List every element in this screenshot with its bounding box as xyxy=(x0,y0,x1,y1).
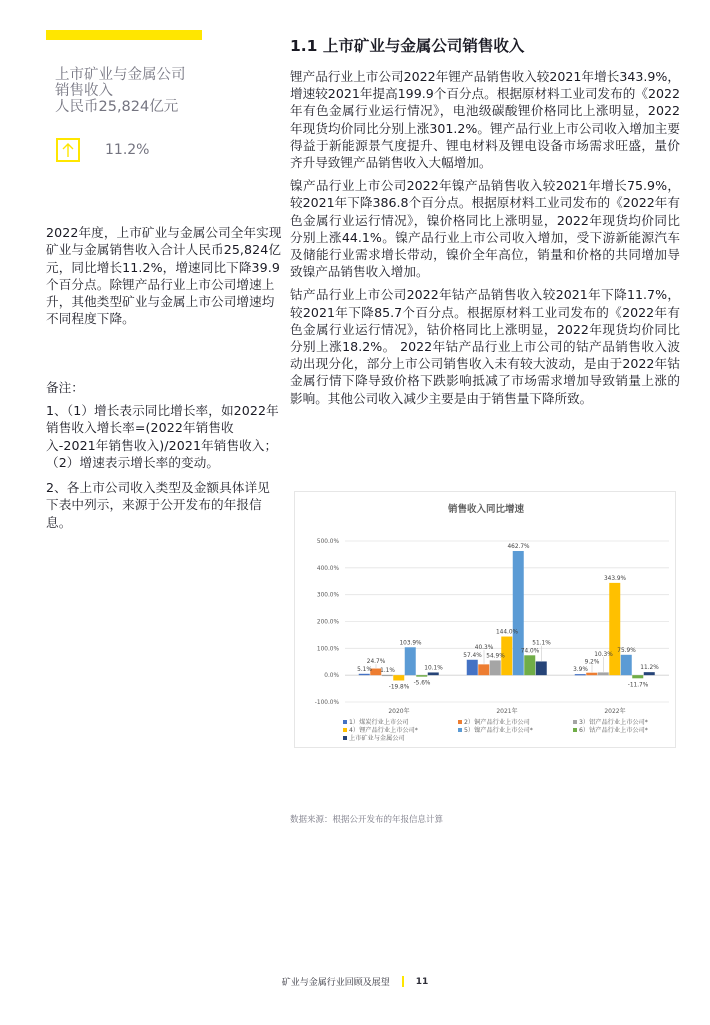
footer-title: 矿业与金属行业回顾及展望 xyxy=(281,978,390,988)
y-tick-label: 500.0% xyxy=(316,539,339,545)
bar xyxy=(428,672,439,675)
data-label: 5.1% xyxy=(357,666,372,673)
bar xyxy=(478,664,489,675)
data-label: 10.3% xyxy=(594,651,613,658)
x-tick-label: 2021年 xyxy=(496,708,518,715)
bar xyxy=(405,647,416,675)
data-label: 1.1% xyxy=(380,667,395,674)
legend-label: 3）铝产品行业上市公司* xyxy=(579,719,648,726)
data-label: -11.7% xyxy=(627,682,649,689)
kpi-change-row xyxy=(56,136,149,164)
data-label: 343.9% xyxy=(603,575,627,582)
note-item: 1、（1）增长表示同比增长率，如2022年销售收入增长率=(2022年销售收入-2021年销售收入)/2021年销售收入；（2）增速表示增长率的变动。 xyxy=(46,403,279,470)
data-label: 9.2% xyxy=(584,659,600,666)
legend-item xyxy=(343,733,405,742)
page-footer xyxy=(0,975,710,988)
note-item: 2、各上市公司收入类型及金额具体详见下表中列示，来源于公开发布的年报信息。 xyxy=(46,480,270,530)
data-label: 3.9% xyxy=(573,667,588,674)
legend-swatch xyxy=(573,720,577,724)
data-label: 57.4% xyxy=(463,652,482,659)
bar xyxy=(586,673,597,675)
bar xyxy=(467,660,478,675)
data-label: 75.9% xyxy=(617,647,636,654)
legend-item xyxy=(458,725,533,734)
data-label: 54.9% xyxy=(486,653,505,660)
kpi-line: 上市矿业与金属公司 xyxy=(55,67,186,83)
kpi-title xyxy=(55,67,275,115)
data-label: 74.0% xyxy=(520,648,540,655)
chart-title: 销售收入同比增速 xyxy=(447,504,525,515)
kpi-change-value: 11.2% xyxy=(105,142,150,158)
legend-label: 6）钴产品行业上市公司* xyxy=(579,727,648,734)
y-tick-label: 100.0% xyxy=(316,646,339,653)
body-text xyxy=(290,68,680,413)
x-tick-label: 2022年 xyxy=(604,708,626,715)
bar xyxy=(513,551,524,675)
bar xyxy=(359,674,370,675)
y-tick-label: -100.0% xyxy=(314,700,339,706)
arrow-up-icon xyxy=(56,138,80,162)
bar xyxy=(644,672,655,675)
legend-label: 上市矿业与金属公司 xyxy=(349,735,405,742)
notes-title: 备注： xyxy=(46,380,84,395)
bar xyxy=(609,583,620,675)
accent-bar xyxy=(46,30,202,40)
bar-chart xyxy=(295,492,677,749)
legend-label: 1）煤炭行业上市公司 xyxy=(349,719,409,726)
section-title: 1.1 上市矿业与金属公司销售收入 xyxy=(290,37,525,55)
bar xyxy=(524,655,535,675)
data-label: 144.0% xyxy=(495,629,519,636)
data-label: -5.6% xyxy=(413,680,431,687)
kpi-line: 销售收入 xyxy=(55,83,113,99)
data-source: 数据来源：根据公开发布的年报信息计算 xyxy=(290,815,444,825)
y-tick-label: 300.0% xyxy=(316,592,339,599)
bar xyxy=(621,655,632,675)
data-label: 103.9% xyxy=(399,640,422,647)
legend-swatch xyxy=(458,728,462,732)
data-label: 51.1% xyxy=(532,640,551,647)
page-number: 11 xyxy=(415,976,429,987)
data-label: 10.1% xyxy=(424,665,443,672)
legend-label: 2）铜产品行业上市公司 xyxy=(464,719,530,726)
y-tick-label: 0.0% xyxy=(324,673,339,680)
kpi-line: 人民币25,824亿元 xyxy=(55,99,179,115)
paragraph-lithium: 锂产品行业上市公司2022年锂产品销售收入较2021年增长343.9%，增速较2021年提高199.9个百分点。根据原材料工业司发布的《2022年有色金属行业运行情况》，电池级碳酸锂价格同比上涨明显，2022年现货均价同比分别上涨301.2%。锂产品行业上市公司收入增加主要得益于新能源景气度提升、锂电材料及锂电设备市场需求旺盛，量价齐升导致锂产品销售收入大幅增加。 xyxy=(290,69,680,171)
chart-container xyxy=(294,491,676,748)
bar xyxy=(536,661,547,675)
legend-swatch xyxy=(343,728,347,732)
data-label: 11.2% xyxy=(640,665,659,672)
notes-list xyxy=(46,402,282,539)
y-tick-label: 200.0% xyxy=(316,619,339,626)
data-label: 462.7% xyxy=(507,544,530,551)
legend-item xyxy=(573,725,648,734)
paragraph-cobalt: 钴产品行业上市公司2022年钴产品销售收入较2021年下降11.7%，较2021年下降85.7个百分点。根据原材料工业司发布的《2022年有色金属行业运行情况》，钴价格同比上涨明显，2022年现货均价同比分别上涨18.2%。 2022年钴产品行业上市公司的钴产品销售收入波动出现分化，部分上市公司销售收入未有较大波动，是由于2022年钴金属行情下降导致价格下跌影响抵减了市场需求增加导致销量上涨的影响。其他公司收入减少主要是由于销售量下降所致。 xyxy=(290,287,680,406)
bar xyxy=(490,660,501,675)
paragraph-nickel: 镍产品行业上市公司2022年镍产品销售收入较2021年增长75.9%，较2021年下降386.8个百分点。根据原材料工业司发布的《2022年有色金属行业运行情况》，镍价格同比上涨明显，2022年现货均价同比分别上涨44.1%。镍产品行业上市公司收入增加，受下游新能源汽车及储能行业需求增长带动，镍价全年高位，销量和价格的共同增加导致镍产品销售收入增加。 xyxy=(290,178,680,280)
bar xyxy=(575,674,586,675)
bar xyxy=(632,675,643,678)
summary-text: 2022年度，上市矿业与金属公司全年实现矿业与金属销售收入合计人民币25,824亿元，同比增长11.2%，增速同比下降39.9个百分点。除锂产品行业上市公司增速上升，其他类型矿业与金属上市公司增速均不同程度下降。 xyxy=(46,225,282,327)
legend-label: 5）镍产品行业上市公司* xyxy=(464,727,533,734)
legend-swatch xyxy=(343,720,347,724)
footer-separator xyxy=(402,976,404,987)
bar xyxy=(382,675,393,676)
legend-swatch xyxy=(343,736,347,740)
legend-label: 4）锂产品行业上市公司* xyxy=(349,727,418,734)
bar xyxy=(393,675,404,680)
summary-paragraph xyxy=(46,224,282,336)
y-tick-label: 400.0% xyxy=(316,565,339,572)
data-label: 40.3% xyxy=(474,645,494,652)
legend-swatch xyxy=(458,720,462,724)
data-label: 24.7% xyxy=(366,659,386,666)
legend-swatch xyxy=(573,728,577,732)
data-label: -19.8% xyxy=(388,684,410,691)
bar xyxy=(598,672,609,675)
bar xyxy=(416,675,427,677)
x-tick-label: 2020年 xyxy=(388,708,410,715)
